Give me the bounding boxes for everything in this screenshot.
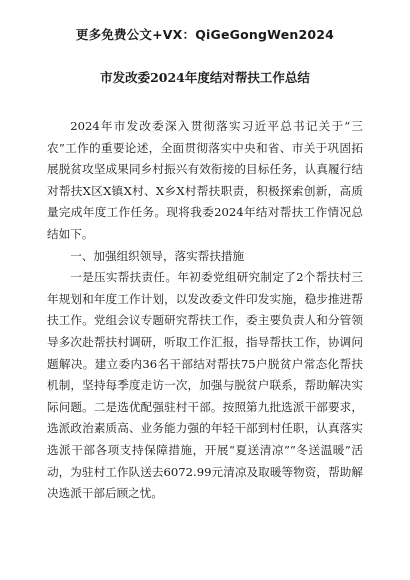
section-heading: 一、加强组织领导，落实帮扶措施 xyxy=(70,248,245,263)
intro-paragraph: 2024年市发改委深入贯彻落实习近平总书记关于“三农”工作的重要论述，全面贯彻落实中央和省、市关于巩固拓展脱贫攻坚成果同乡村振兴有效衔接的目标任务，认真履行结对帮扶X区X镇X村、X乡X村帮扶职责，积极探索创新，高质量完成年度工作任务。现将我委2024年结对帮扶工作情况总结如下。 xyxy=(47,119,363,241)
header-watermark: 更多免费公文+VX：QiGeGongWen2024 xyxy=(75,27,335,42)
body-paragraph: 一是压实帮扶责任。年初委党组研究制定了2个帮扶村三年规划和年度工作计划，以发改委文件印发实施，稳步推进帮扶工作。党组会议专题研究帮扶工作，委主要负责人和分管领导多次赴帮扶村调研，听取工作汇报，指导帮扶工作，协调问题解决。建立委内36名干部结对帮扶75户脱贫户常态化帮扶机制，坚持每季度走访一次，加强与脱贫户联系，帮助解决实际问题。二是选优配强驻村干部。按照第九批选派干部要求，选派政治素质高、业务能力强的年轻干部到村任职，认真落实选派干部各项支持保障措施，开展“夏送清凉”“冬送温暖”活动，为驻村工作队送去6072.99元清凉及取暖等物资，帮助解决选派干部后顾之忧。 xyxy=(47,270,363,501)
document-body xyxy=(47,116,363,505)
document-title: 市发改委2024年度结对帮扶工作总结 xyxy=(100,70,310,85)
